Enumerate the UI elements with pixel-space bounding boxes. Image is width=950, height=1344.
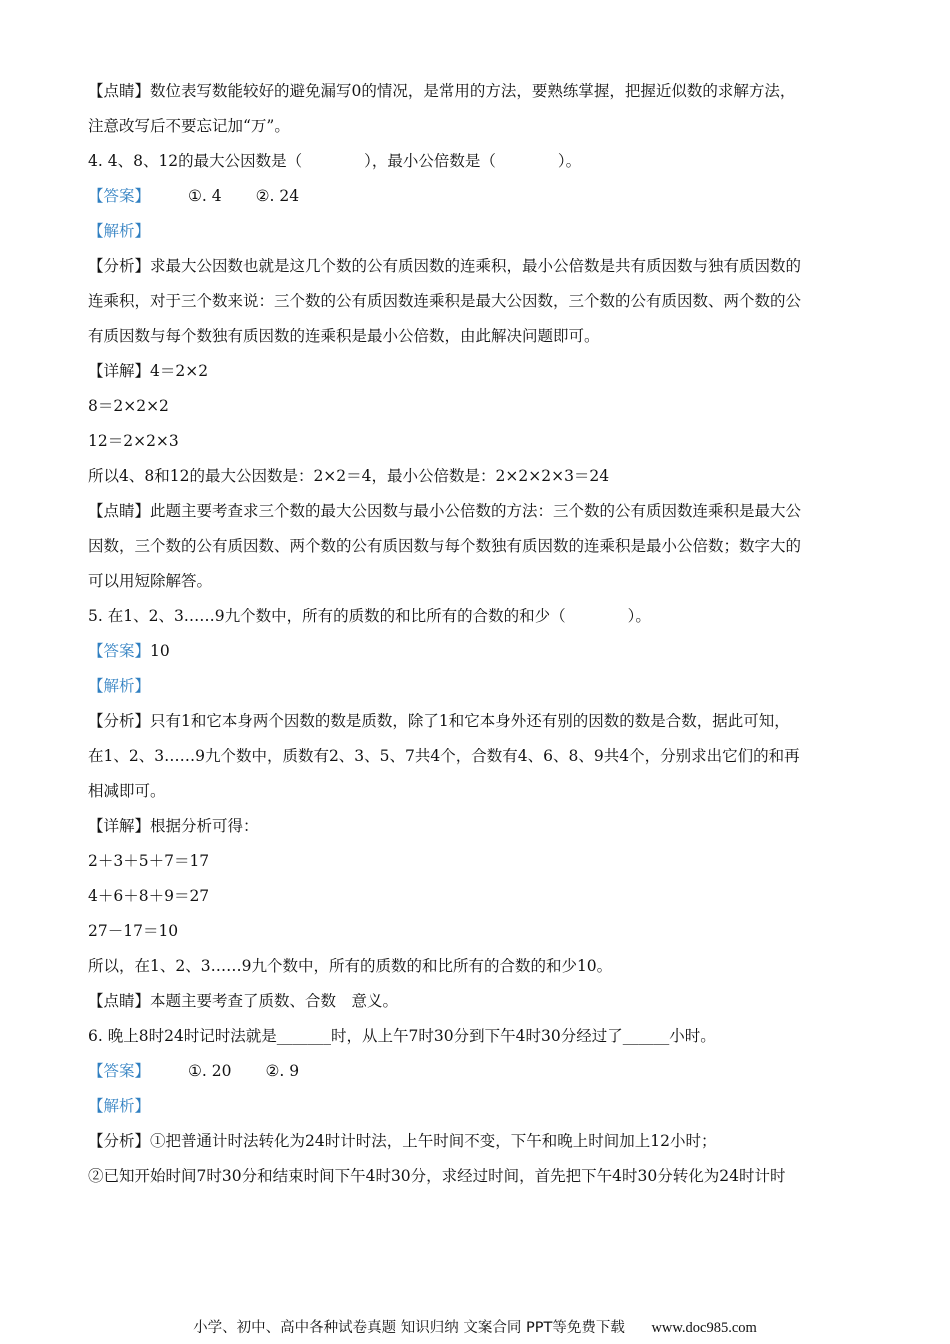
line-text: 8＝2×2×2 <box>88 397 169 415</box>
text-line-fenxi <box>88 249 864 284</box>
text-line-fenxi <box>88 704 864 739</box>
section-label: 【点睛】 <box>88 502 151 520</box>
section-label: 【点睛】 <box>88 82 151 100</box>
line-text: 所以4、8和12的最大公因数是：2×2＝4，最小公倍数是：2×2×2×3＝24 <box>88 467 610 485</box>
line-text: 根据分析可得： <box>150 817 259 835</box>
text-line-answer1 <box>88 634 864 669</box>
analysis-label: 【解析】 <box>88 1097 151 1115</box>
section-label: 【分析】 <box>88 257 151 275</box>
answer-label: 【答案】 <box>88 187 151 205</box>
line-text: 4. 4、8、12的最大公因数是（ ），最小公倍数是（ ）。 <box>88 152 582 170</box>
line-text: 此题主要考查求三个数的最大公因数与最小公倍数的方法：三个数的公有质因数连乘积是最大公 <box>150 502 802 520</box>
line-text: 可以用短除解答。 <box>88 572 213 590</box>
line-text: 6. 晚上8时24时记时法就是_______时，从上午7时30分到下午4时30分经过了______小时。 <box>88 1027 716 1045</box>
text-line-plain <box>88 529 864 564</box>
text-line-plain <box>88 739 864 774</box>
section-label: 【详解】 <box>88 362 151 380</box>
line-text: 求最大公因数也就是这几个数的公有质因数的连乘积，最小公倍数是共有质因数与独有质因数的 <box>150 257 802 275</box>
text-line-plain <box>88 284 864 319</box>
text-line-xiangjie <box>88 809 864 844</box>
text-line-xiangjie <box>88 354 864 389</box>
line-text: ②已知开始时间7时30分和结束时间下午4时30分，求经过时间，首先把下午4时30分转化为24时计时 <box>88 1167 786 1185</box>
text-line-plain <box>88 879 864 914</box>
text-line-plain <box>88 774 864 809</box>
text-line-jiexi <box>88 1089 864 1124</box>
line-text: 相减即可。 <box>88 782 166 800</box>
answer-value: ①. 4 <box>188 187 222 205</box>
text-line-plain <box>88 109 864 144</box>
text-line-plain <box>88 424 864 459</box>
line-text: 在1、2、3……9九个数中，质数有2、3、5、7共4个，合数有4、6、8、9共4个，分别求出它们的和再 <box>88 747 800 765</box>
answer-label: 【答案】 <box>88 642 151 660</box>
text-line-jiexi <box>88 214 864 249</box>
text-line-question <box>88 599 864 634</box>
line-text: 本题主要考查了质数、合数 意义。 <box>150 992 399 1010</box>
text-line-dianjing <box>88 984 864 1019</box>
footer-text: 小学、初中、高中各种试卷真题 知识归纳 文案合同 PPT等免费下载 <box>193 1320 625 1336</box>
text-line-plain <box>88 319 864 354</box>
answer-value: ①. 20 <box>188 1062 232 1080</box>
line-text: 注意改写后不要忘记加“万”。 <box>88 117 290 135</box>
text-line-answer <box>88 179 864 214</box>
text-line-plain <box>88 844 864 879</box>
line-text: 所以，在1、2、3……9九个数中，所有的质数的和比所有的合数的和少10。 <box>88 957 613 975</box>
line-text: 4＋6＋8＋9＝27 <box>88 887 210 905</box>
footer-site-link[interactable]: www.doc985.com <box>651 1320 757 1336</box>
section-label: 【分析】 <box>88 1132 151 1150</box>
analysis-label: 【解析】 <box>88 222 151 240</box>
line-text: ①把普通计时法转化为24时计时法，上午时间不变，下午和晚上时间加上12小时； <box>150 1132 717 1150</box>
answer-value: ②. 24 <box>255 187 300 205</box>
text-line-jiexi <box>88 669 864 704</box>
text-line-plain <box>88 914 864 949</box>
text-line-answer <box>88 1054 864 1089</box>
text-line-fenxi <box>88 1124 864 1159</box>
text-line-dianjing <box>88 74 864 109</box>
analysis-label: 【解析】 <box>88 677 151 695</box>
answer-value: 10 <box>150 642 170 660</box>
text-line-plain <box>88 564 864 599</box>
document-body <box>88 74 864 1194</box>
text-line-plain <box>88 459 864 494</box>
line-text: 4＝2×2 <box>150 362 209 380</box>
answer-value: ②. 9 <box>265 1062 300 1080</box>
text-line-question <box>88 1019 864 1054</box>
line-text: 连乘积，对于三个数来说：三个数的公有质因数连乘积是最大公因数，三个数的公有质因数、两个数的公 <box>88 292 802 310</box>
answer-label: 【答案】 <box>88 1062 151 1080</box>
line-text: 因数，三个数的公有质因数、两个数的公有质因数与每个数独有质因数的连乘积是最小公倍数；数字大的 <box>88 537 802 555</box>
section-label: 【详解】 <box>88 817 151 835</box>
line-text: 数位表写数能较好的避免漏写0的情况，是常用的方法，要熟练掌握，把握近似数的求解方法， <box>150 82 796 100</box>
section-label: 【分析】 <box>88 712 151 730</box>
text-line-dianjing <box>88 494 864 529</box>
text-line-plain <box>88 949 864 984</box>
page-footer <box>0 1316 950 1337</box>
line-text: 12＝2×2×3 <box>88 432 179 450</box>
line-text: 有质因数与每个数独有质因数的连乘积是最小公倍数，由此解决问题即可。 <box>88 327 600 345</box>
section-label: 【点睛】 <box>88 992 151 1010</box>
text-line-plain <box>88 389 864 424</box>
line-text: 27－17＝10 <box>88 922 179 940</box>
line-text: 5. 在1、2、3……9九个数中，所有的质数的和比所有的合数的和少（ ）。 <box>88 607 651 625</box>
line-text: 只有1和它本身两个因数的数是质数，除了1和它本身外还有别的因数的数是合数，据此可知， <box>150 712 790 730</box>
text-line-question <box>88 144 864 179</box>
text-line-plain <box>88 1159 864 1194</box>
line-text: 2＋3＋5＋7＝17 <box>88 852 210 870</box>
